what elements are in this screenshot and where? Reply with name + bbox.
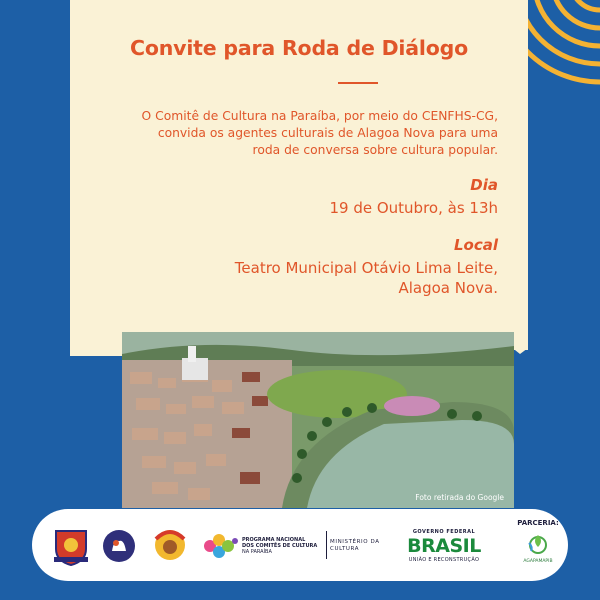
ministry-text-line: MINISTÉRIO DA (330, 539, 380, 545)
pnc-text-line: NA PARAÍBA (242, 549, 272, 555)
partner-leaf-logo-icon (523, 531, 553, 557)
gov-brand-text: BRASIL (407, 535, 481, 557)
partner-label: PARCERIA: (517, 519, 559, 527)
intro-text (78, 108, 498, 159)
intro-line: O Comitê de Cultura na Paraíba, por meio do CENFHS-CG, (141, 109, 498, 123)
day-label: Dia (470, 176, 498, 194)
photo-credit: Foto retirada do Google (415, 493, 504, 502)
aerial-photo-illustration (122, 332, 514, 508)
pnc-text (242, 537, 317, 555)
pnc-text-line: PROGRAMA NACIONAL (242, 537, 306, 543)
ministry-divider (326, 531, 327, 559)
location-line: Teatro Municipal Otávio Lima Leite, (234, 259, 498, 277)
aerial-town-photo (122, 332, 514, 508)
gov-sub-text: UNIÃO E RECONSTRUÇÃO (408, 557, 480, 563)
intro-line: convida os agentes culturais de Alagoa Nova para uma (157, 126, 498, 140)
invitation-card (70, 0, 528, 350)
location-label: Local (453, 236, 498, 254)
location-value (235, 258, 498, 298)
cultural-group-logo-icon (150, 525, 190, 565)
location-line: Alagoa Nova. (398, 279, 498, 297)
title-divider (338, 82, 378, 84)
ministry-text (330, 539, 380, 553)
sponsor-footer (32, 509, 568, 581)
hands-circle-logo-icon (102, 529, 136, 563)
municipal-crest-icon (52, 527, 90, 567)
government-brand (400, 529, 488, 563)
gov-top-text: GOVERNO FEDERAL (412, 529, 476, 535)
ministry-text-line: CULTURA (330, 546, 360, 552)
page-title: Convite para Roda de Diálogo (130, 36, 468, 60)
pnc-flower-icon (202, 533, 238, 559)
intro-line: roda de conversa sobre cultura popular. (252, 143, 498, 157)
day-value: 19 de Outubro, às 13h (329, 199, 498, 217)
partner-name: AGAPAMAPIB (523, 559, 553, 564)
pnc-text-line: DOS COMITÊS DE CULTURA (242, 543, 318, 549)
